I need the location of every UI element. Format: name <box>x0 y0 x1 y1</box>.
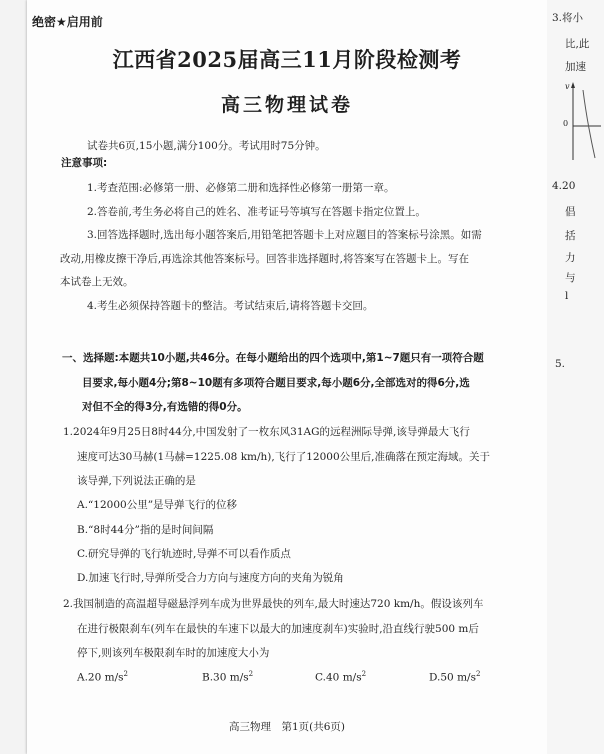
question-2-stem: 停下,则该列车极限刹车时的加速度大小为 <box>77 647 270 659</box>
question-2-option-c: C.40 $m/s^2$ <box>315 670 367 684</box>
q4-fragment: 倡 <box>565 206 576 218</box>
note-item: 2.答卷前,考生务必将自己的姓名、准考证号等填写在答题卡指定位置上。 <box>87 206 426 218</box>
q4-fragment: 力 <box>565 252 576 264</box>
exam-page <box>27 0 547 754</box>
question-1-option: D.加速飞行时,导弹所受合力方向与速度方向的夹角为锐角 <box>77 572 344 584</box>
note-item: 本试卷上无效。 <box>60 276 134 288</box>
note-item: 4.考生必须保持答题卡的整洁。考试结束后,请将答题卡交回。 <box>87 300 374 312</box>
q4-fragment: 4.20 <box>552 180 576 192</box>
q4-fragment: 与 <box>565 272 576 284</box>
graph-origin-label: 0 <box>563 119 569 128</box>
left-margin <box>0 0 27 754</box>
q4-fragment: 括 <box>565 230 576 242</box>
question-1-stem: 该导弹,下列说法正确的是 <box>77 475 196 487</box>
exam-subtitle: 高三物理试卷 <box>220 94 353 116</box>
question-2-option-b: B.30 $m/s^2$ <box>202 670 254 684</box>
question-2-stem: 在进行极限刹车(列车在最快的车速下以最大的加速度刹车)实验时,沿直线行驶500 m后 <box>77 623 479 635</box>
exam-title: 江西省2025届高三11月阶段检测考 <box>112 47 462 72</box>
question-2-stem: 2.我国制造的高温超导磁悬浮列车成为世界最快的列车,最大时速达720 km/h。假设该列车 <box>63 598 484 610</box>
q3-fragment: 加速 <box>565 61 586 73</box>
page-footer: 高三物理 第1页(共6页) <box>228 721 346 733</box>
graph-y-arrow <box>571 82 575 88</box>
note-item: 3.回答选择题时,选出每小题答案后,用铅笔把答题卡上对应题目的答案标号涂黑。如需 <box>87 229 482 241</box>
q3-fragment: 比,此 <box>565 38 590 50</box>
intro-text: 试卷共6页,15小题,满分100分。考试用时75分钟。 <box>87 140 326 152</box>
section-heading: 目要求,每小题4分;第8~10题有多项符合题目要求,每小题6分,全部选对的得6分,选 <box>82 377 470 389</box>
q4-fragment: l <box>565 290 569 302</box>
note-item: 改动,用橡皮擦干净后,再选涂其他答案标号。回答非选择题时,将答案写在答题卡上。写在 <box>60 253 470 265</box>
question-1-option: C.研究导弹的飞行轨迹时,导弹不可以看作质点 <box>77 548 291 560</box>
q5-fragment: 5. <box>555 358 566 370</box>
question-1-stem: 速度可达30马赫(1马赫=1225.08 km/h),飞行了12000公里后,准确落在预定海域。关于 <box>77 451 490 463</box>
note-item: 1.考查范围:必修第一册、必修第二册和选择性必修第一册第一章。 <box>87 182 395 194</box>
question-1-stem: 1.2024年9月25日8时44分,中国发射了一枚东风31AG的远程洲际导弹,该导弹最大飞行 <box>63 426 470 438</box>
question-1-option: A.“12000公里”是导弹飞行的位移 <box>77 499 238 511</box>
question-2-option-a: A.20 $m/s^2$ <box>77 670 128 684</box>
question-1-option: B.“8时44分”指的是时间间隔 <box>77 524 214 536</box>
section-heading: 对但不全的得3分,有选错的得0分。 <box>82 401 248 413</box>
next-page-preview <box>547 0 604 754</box>
notes-heading: 注意事项: <box>61 157 108 169</box>
section-heading: 一、选择题:本题共10小题,共46分。在每小题给出的四个选项中,第1~7题只有一项符合题 <box>62 352 484 364</box>
question-2-option-d: D.50 $m/s^2$ <box>429 670 481 684</box>
confidential-label: 绝密★启用前 <box>32 15 103 29</box>
q3-fragment: 3.将小 <box>552 12 584 24</box>
graph-v-label: v <box>565 82 570 91</box>
graph-curve-fragment <box>583 90 595 158</box>
